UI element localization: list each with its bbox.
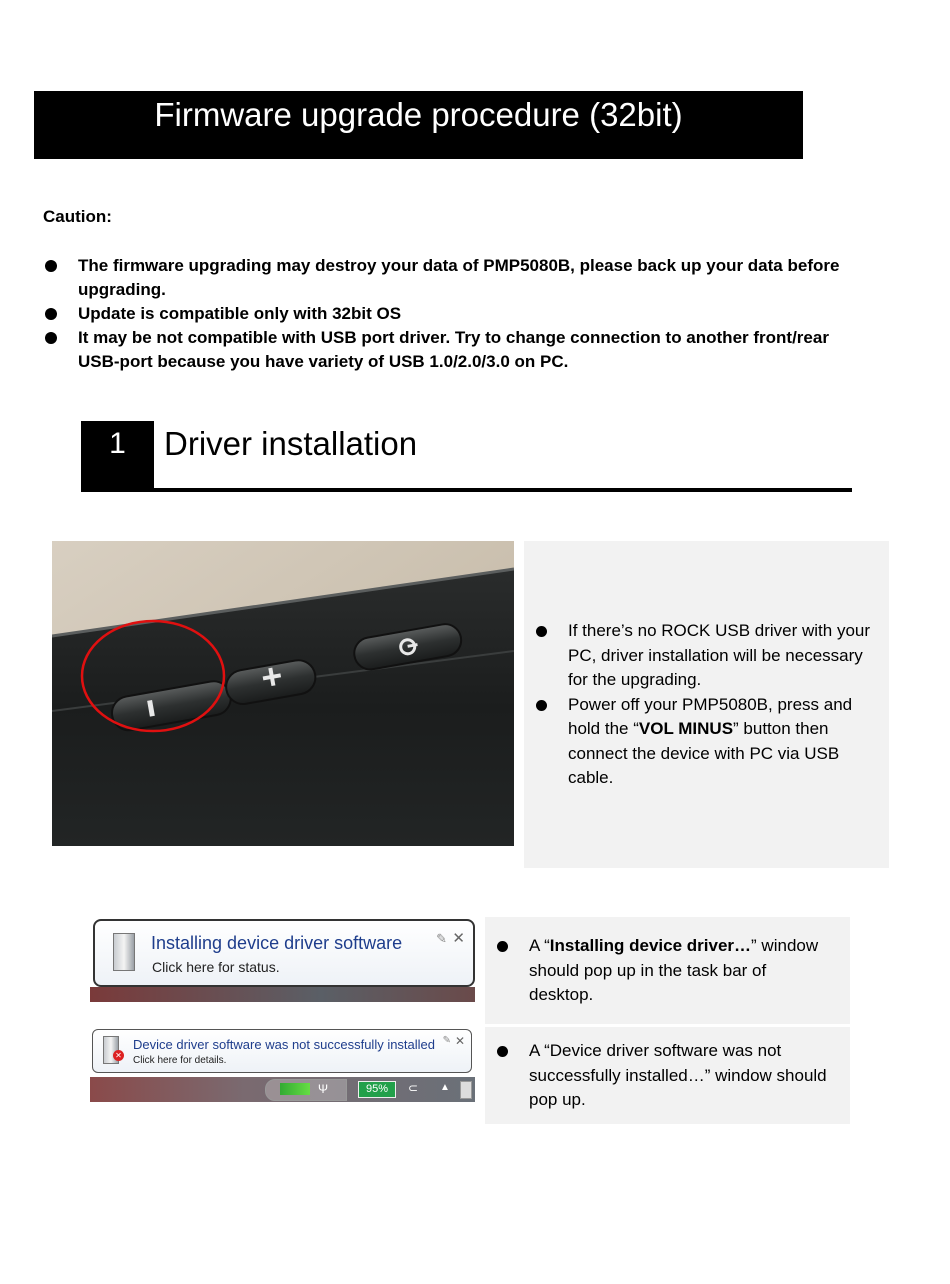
section-number: 1: [81, 421, 154, 491]
signal-icon: [280, 1083, 310, 1095]
failed-popup-screenshot: [90, 1027, 475, 1102]
bullet-icon: [536, 626, 547, 637]
caution-text: The firmware upgrading may destroy your data of PMP5080B, please back up your data before upgrading.: [78, 256, 840, 299]
popup-title: Installing device driver software: [151, 933, 403, 953]
battery-indicator: 95%: [358, 1081, 396, 1098]
note-bold: Installing device driver…: [549, 936, 752, 955]
popup-subtitle: Click here for status.: [152, 959, 280, 975]
caution-text: It may be not compatible with USB port driver. Try to change connection to another front/rear USB-port because you have variety of USB 1.0/2.0/3.0 on PC.: [78, 328, 829, 371]
caution-item: [43, 254, 873, 302]
popup-title: Device driver software was not successfully installed: [133, 1037, 436, 1052]
taskbar-strip: [90, 987, 475, 1002]
bullet-icon: [497, 941, 508, 952]
balloon-popup: [93, 919, 475, 987]
caution-item: [43, 326, 873, 374]
note-post: ” window should pop up in the task bar of desktop.: [529, 936, 819, 1004]
note-text: A “Device driver software was not successfully installed…” window should pop up.: [529, 1041, 827, 1109]
bullet-icon: [536, 700, 547, 711]
plug-icon: ⊂: [408, 1081, 419, 1095]
note-pre: A “: [529, 936, 550, 955]
popup1-note: [495, 934, 835, 1008]
installing-popup-screenshot: [90, 917, 475, 1002]
balloon-popup: [92, 1029, 472, 1073]
instruction-text: If there’s no ROCK USB driver with your PC, driver installation will be necessary for the upgrading.: [568, 621, 871, 689]
instruction-item: [534, 619, 879, 693]
error-icon: ✕: [113, 1050, 124, 1061]
device-buttons-photo: [52, 541, 514, 846]
taskbar-strip: [90, 1077, 475, 1102]
antenna-icon: Ψ: [318, 1082, 329, 1096]
vol-minus-label: VOL MINUS: [638, 719, 734, 738]
instruction-item: [534, 693, 879, 791]
show-hidden-icon[interactable]: ▲: [440, 1082, 450, 1093]
device-error-icon: [460, 1081, 472, 1099]
caution-item: [43, 302, 873, 326]
instruction-text-pre: Power off your PMP5080B, press and hold the “: [568, 694, 853, 738]
section-divider: [81, 488, 852, 492]
popup-subtitle: Click here for details.: [133, 1055, 227, 1066]
instruction-panel: [524, 541, 889, 868]
bullet-icon: [45, 308, 57, 320]
instruction-list: [534, 619, 879, 791]
bullet-icon: [45, 332, 57, 344]
bullet-icon: [497, 1046, 508, 1057]
section-title: Driver installation: [164, 425, 418, 462]
bullet-icon: [45, 260, 57, 272]
page-title: Firmware upgrade procedure (32bit): [154, 96, 683, 133]
pin-icon[interactable]: ✎: [436, 931, 447, 946]
popup2-note-list: [495, 1039, 835, 1113]
device-icon: [113, 933, 135, 971]
instruction-text-post: ” button then connect the device with PC via USB cable.: [568, 719, 840, 787]
popup2-note: [495, 1039, 835, 1113]
caution-text: Update is compatible only with 32bit OS: [78, 304, 402, 323]
popup1-note-list: [495, 934, 835, 1008]
caution-heading: Caution:: [43, 207, 112, 226]
popup2-note-panel: [485, 1027, 850, 1124]
pin-icon[interactable]: ✎: [442, 1035, 451, 1046]
close-icon[interactable]: ✕: [452, 930, 465, 947]
popup1-note-panel: [485, 917, 850, 1024]
caution-list: [43, 254, 873, 374]
close-icon[interactable]: ✕: [454, 1034, 465, 1048]
title-banner: [34, 91, 803, 159]
